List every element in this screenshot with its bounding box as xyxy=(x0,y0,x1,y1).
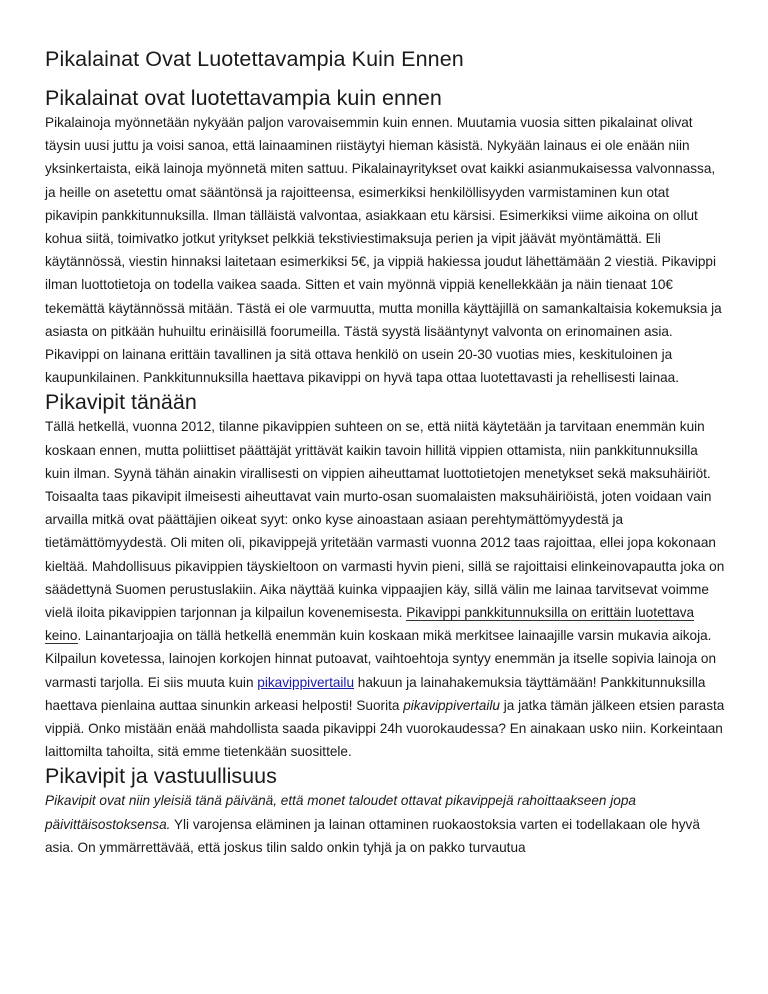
document-title: Pikalainat Ovat Luotettavampia Kuin Ennen xyxy=(45,47,464,71)
section-paragraph: Pikalainoja myönnetään nykyään paljon varovaisemmin kuin ennen. Muutamia vuosia sitten pikalainat olivat täysin uusi juttu ja voisi sanoa, että lainaaminen riistäytyi hieman käsistä. Nykyään lainaus ei ole enään niin yksinkertaista, eikä lainoja myönnetä miten sattuu. Pikalainayritykset ovat kaikki asianmukaisessa valvonnassa, ja heille on asetettu omat sääntönsä ja rajoitteensa, esimerkiksi henkilöllisyyden varmistaminen kun otat pikavipin pankkitunnuksilla. Ilman tälläistä valvontaa, asiakkaan etu kärsisi. Esimerkiksi viime aikoina on ollut kohua siitä, toimivatko jotkut yritykset pelkkiä tekstiviestimaksuja perien ja vipit jäävät myöntämättä. Eli käytännössä, viestin hinnaksi laitetaan esimerkiksi 5€, ja vippiä hakiessa joudut lähettämään 2 viestiä. Pikavippi ilman luottotietoja on todella vaikea saada. Sitten et vain myönnä vippiä kenellekkään ja näin tienaat 10€ tekemättä käytännössä mitään. Tästä ei ole varmuutta, mutta monilla käyttäjillä on samankaltaisia kokemuksia ja asiasta on pitkään huhuiltu erinäisillä foorumeilla. Tästä syystä lisääntynyt valvonta on erinomainen asia. Pikavippi on lainana erittäin tavallinen ja sitä ottava henkilö on usein 20-30 vuotias mies, keskituloinen ja kaupunkilainen. Pankkitunnuksilla haettava pikavippi on hyvä tapa ottaa luotettavasti ja rehellisesti lainaa. xyxy=(45,115,722,386)
section-vastuullisuus xyxy=(45,763,725,859)
section-heading: Pikavipit tänään xyxy=(45,390,197,415)
paragraph-text: ja jatka tämän jälkeen etsien parasta vippiä. Onko mistään enää mahdollista saada pikavippi 24h vuorokaudessa? En ainakaan usko niin. Korkeintaan laittomilta tahoilta, sitä emme tietenkään suosittele. xyxy=(45,697,725,760)
italic-lead: Pikavipit ovat niin yleisiä tänä päivänä, että monet taloudet ottavat pikavippejä rahoittaakseen jopa päivittäisostoksensa. xyxy=(45,793,636,832)
section-luotettavampia xyxy=(45,85,725,389)
section-paragraph xyxy=(45,789,725,859)
section-paragraph xyxy=(45,415,725,763)
section-tanaan xyxy=(45,389,725,763)
paragraph-text: Yli varojensa eläminen ja lainan ottaminen ruokaostoksia varten ei todellakaan ole hyvä asia. On ymmärrettävää, että joskus tilin saldo onkin tyhjä ja on pakko turvautua xyxy=(45,816,700,855)
paragraph-text: . Lainantarjoajia on tällä hetkellä enemmän kuin koskaan mikä merkitsee lainaajille varsin mukavia aikoja. Kilpailun kovetessa, lainojen korkojen hinnat putoavat, vaihtoehtoja syntyy enemmän ja itselle sopivia lainoja on varmasti tarjolla. Ei siis muuta kuin xyxy=(45,628,717,690)
reliable-method-link[interactable]: Pikavippi pankkitunnuksilla on erittäin luotettava keino xyxy=(45,605,695,644)
section-heading: Pikalainat ovat luotettavampia kuin ennen xyxy=(45,86,442,110)
paragraph-text: hakuun ja lainahakemuksia täyttämään! Pankkitunnuksilla haettava pienlaina auttaa sinunkin arkeasi helposti! Suorita xyxy=(45,674,706,713)
pikavippivertailu-link[interactable]: pikavippivertailu xyxy=(257,674,355,690)
section-heading: Pikavipit ja vastuullisuus xyxy=(45,764,277,789)
emphasis-text: pikavippivertailu xyxy=(403,697,500,713)
document-page xyxy=(45,44,725,859)
paragraph-text: Tällä hetkellä, vuonna 2012, tilanne pikavippien suhteen on se, että niitä käytetään ja tarvitaan enemmän kuin koskaan ennen, mutta poliittiset päättäjät yrittävät kaikin tavoin hillitä vippien ottamista, niin pankkitunnuksilla kuin ilman. Syynä tähän ainakin virallisesti on vippien aiheuttamat luottotietojen menetykset sekä maksuhäiriöt. Toisaalta taas pikavipit ilmeisesti aiheuttavat vain murto-osan suomalaisten maksuhäiriöistä, joten voidaan vain arvailla mitkä ovat päättäjien oikeat syyt: onko kyse ainoastaan asiaan perehtymättömyydestä ja tietämättömyydestä. Oli miten oli, pikavippejä yritetään varmasti vuonna 2012 taas rajoittaa, ellei jopa kokonaan kieltää. Mahdollisuus pikavippien täyskieltoon on varmasti hyvin pieni, sillä se rajoittaisi elinkeinovapautta joka on säädettynä Suomen perustuslakiin. Aika näyttää kuinka vippaajien käy, sillä välin me lainaa tarvitsevat voimme vielä iloita pikavippien tarjonnan ja kilpailun kovenemisesta. xyxy=(45,419,725,621)
